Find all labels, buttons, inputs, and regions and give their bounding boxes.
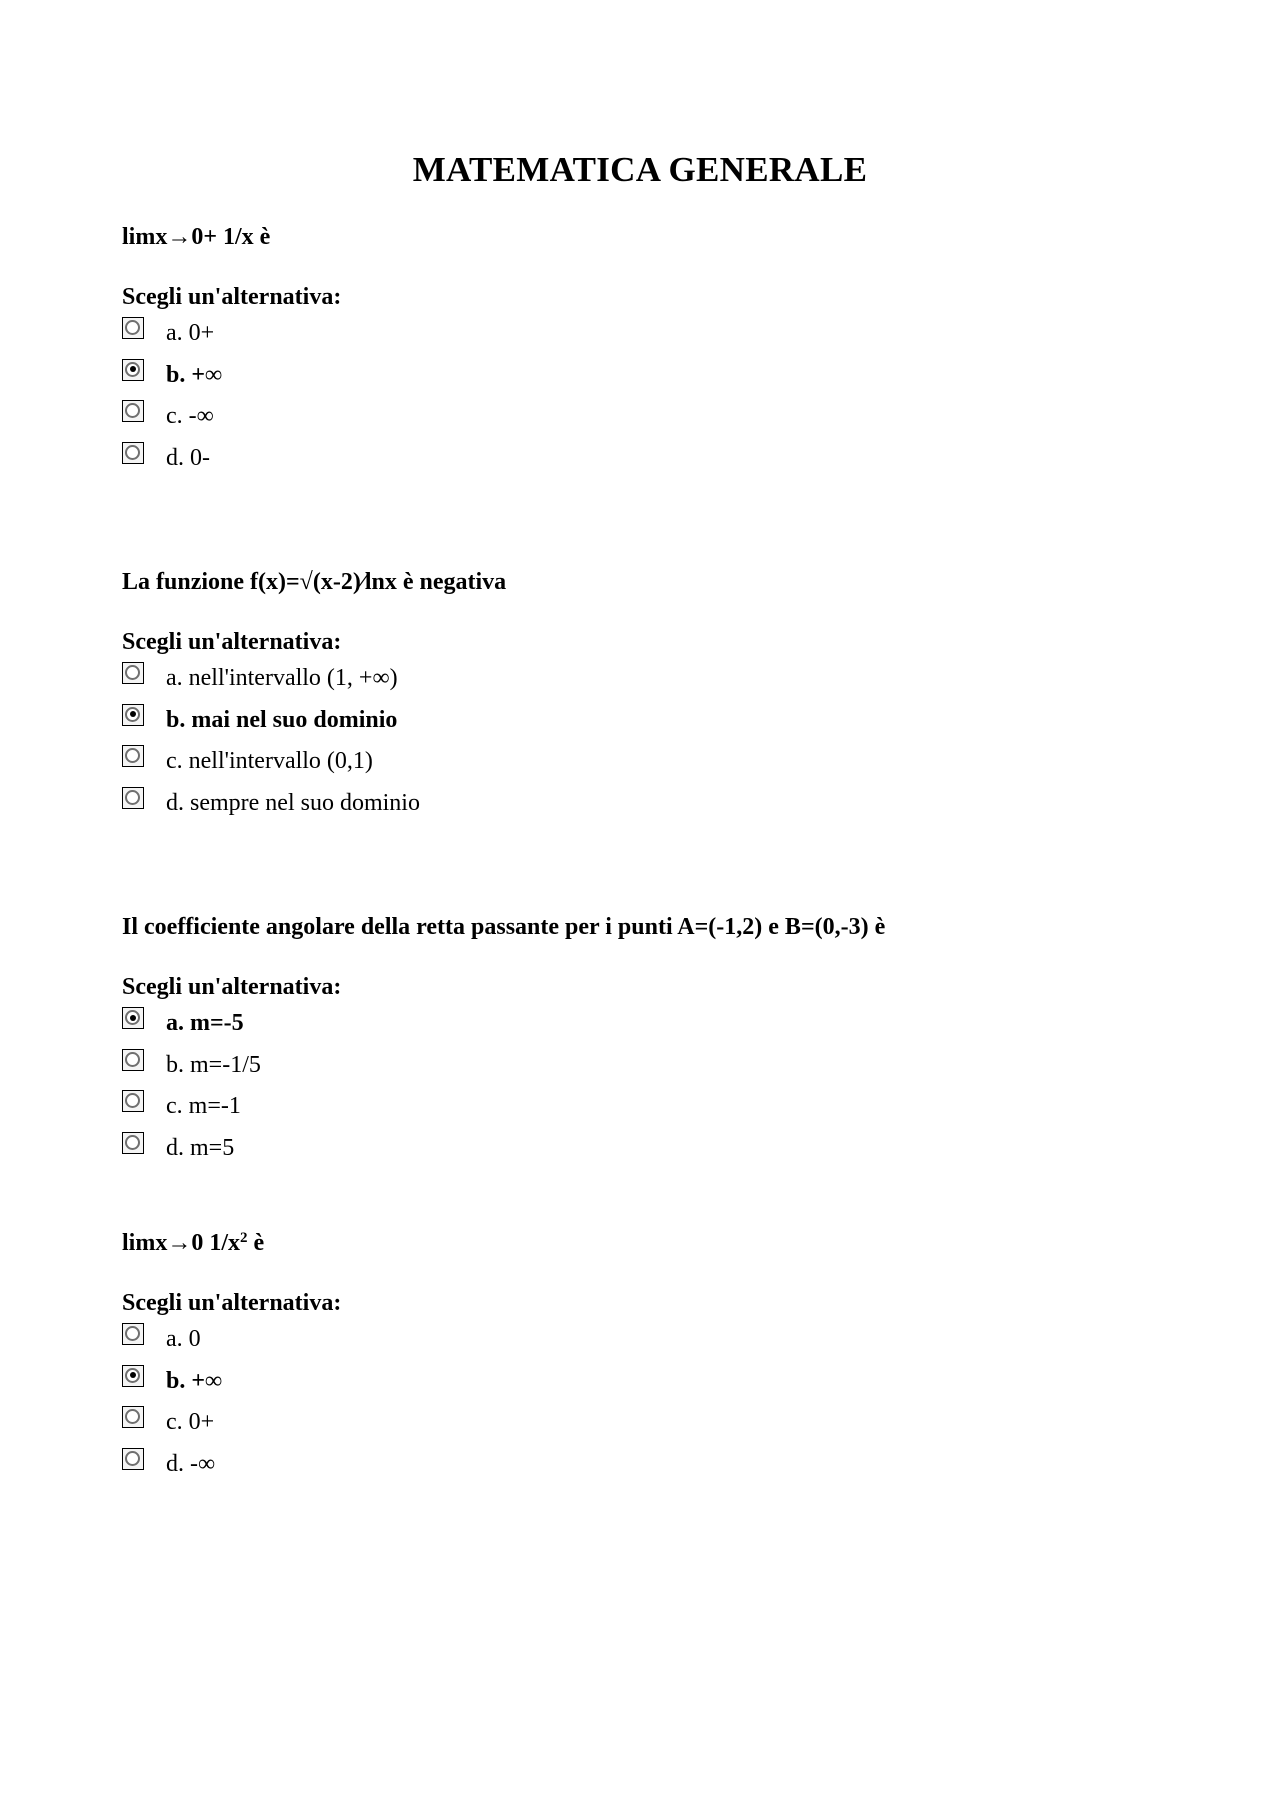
- option-a[interactable]: [122, 1004, 1202, 1046]
- option-label: c. nell'intervallo (0,1): [166, 748, 373, 774]
- option-label: a. 0+: [166, 320, 215, 346]
- option-label: c. -∞: [166, 403, 214, 429]
- options-list: [122, 1004, 1202, 1170]
- radio-button-icon[interactable]: [122, 1049, 144, 1071]
- question-prompt: Scegli un'alternativa:: [122, 974, 342, 1000]
- question-text: Il coefficiente angolare della retta passante per i punti A=(-1,2) e B=(0,-3) è: [122, 914, 886, 940]
- option-label: c. m=-1: [166, 1093, 241, 1119]
- option-label: b. +∞: [166, 361, 223, 388]
- option-label: d. -∞: [166, 1450, 216, 1477]
- option-a[interactable]: [122, 659, 1202, 701]
- question-text: [122, 1228, 1202, 1258]
- radio-button-icon[interactable]: [122, 317, 144, 339]
- option-label: d. 0-: [166, 444, 210, 471]
- option-c[interactable]: [122, 1087, 1202, 1129]
- page-title: MATEMATICA GENERALE: [412, 150, 868, 189]
- exponent: 2: [240, 1230, 248, 1246]
- option-label: a. nell'intervallo (1, +∞): [166, 665, 398, 691]
- radio-button-icon[interactable]: [122, 400, 144, 422]
- radio-button-icon[interactable]: [122, 745, 144, 767]
- option-d[interactable]: [122, 784, 1202, 826]
- question-2: [122, 567, 1202, 825]
- question-1: [122, 222, 1202, 480]
- option-a[interactable]: [122, 314, 1202, 356]
- radio-button-icon[interactable]: [122, 1448, 144, 1470]
- option-d[interactable]: [122, 439, 1202, 481]
- option-c[interactable]: [122, 1403, 1202, 1445]
- option-label: d. m=5: [166, 1134, 235, 1161]
- option-d[interactable]: [122, 1445, 1202, 1487]
- question-4: [122, 1228, 1202, 1486]
- radio-button-icon[interactable]: [122, 787, 144, 809]
- question-text: La funzione f(x)=√(x-2)∕lnx è negativa: [122, 569, 507, 595]
- option-b[interactable]: [122, 356, 1202, 398]
- radio-button-icon[interactable]: [122, 1007, 144, 1029]
- question-text: limx→0+ 1/x è: [122, 224, 271, 250]
- radio-button-icon[interactable]: [122, 704, 144, 726]
- option-label: b. +∞: [166, 1367, 223, 1394]
- radio-button-icon[interactable]: [122, 1132, 144, 1154]
- radio-button-icon[interactable]: [122, 1090, 144, 1112]
- options-list: [122, 659, 1202, 825]
- radio-button-icon[interactable]: [122, 1365, 144, 1387]
- option-label: a. m=-5: [166, 1010, 244, 1036]
- option-b[interactable]: [122, 701, 1202, 743]
- option-c[interactable]: [122, 742, 1202, 784]
- radio-button-icon[interactable]: [122, 662, 144, 684]
- question-3: [122, 912, 1202, 1170]
- radio-button-icon[interactable]: [122, 1323, 144, 1345]
- option-label: c. 0+: [166, 1409, 215, 1435]
- question-text-main: limx→0 1/x: [122, 1230, 240, 1256]
- options-list: [122, 1320, 1202, 1486]
- option-label: a. 0: [166, 1326, 201, 1352]
- option-a[interactable]: [122, 1320, 1202, 1362]
- radio-button-icon[interactable]: [122, 1406, 144, 1428]
- option-b[interactable]: [122, 1046, 1202, 1088]
- option-c[interactable]: [122, 397, 1202, 439]
- option-label: b. m=-1/5: [166, 1051, 261, 1078]
- option-label: b. mai nel suo dominio: [166, 706, 398, 733]
- option-label: d. sempre nel suo dominio: [166, 789, 420, 816]
- question-text-end: è: [247, 1230, 265, 1256]
- option-b[interactable]: [122, 1362, 1202, 1404]
- radio-button-icon[interactable]: [122, 442, 144, 464]
- radio-button-icon[interactable]: [122, 359, 144, 381]
- option-d[interactable]: [122, 1129, 1202, 1171]
- question-prompt: Scegli un'alternativa:: [122, 284, 342, 310]
- options-list: [122, 314, 1202, 480]
- question-prompt: Scegli un'alternativa:: [122, 1290, 342, 1316]
- question-prompt: Scegli un'alternativa:: [122, 629, 342, 655]
